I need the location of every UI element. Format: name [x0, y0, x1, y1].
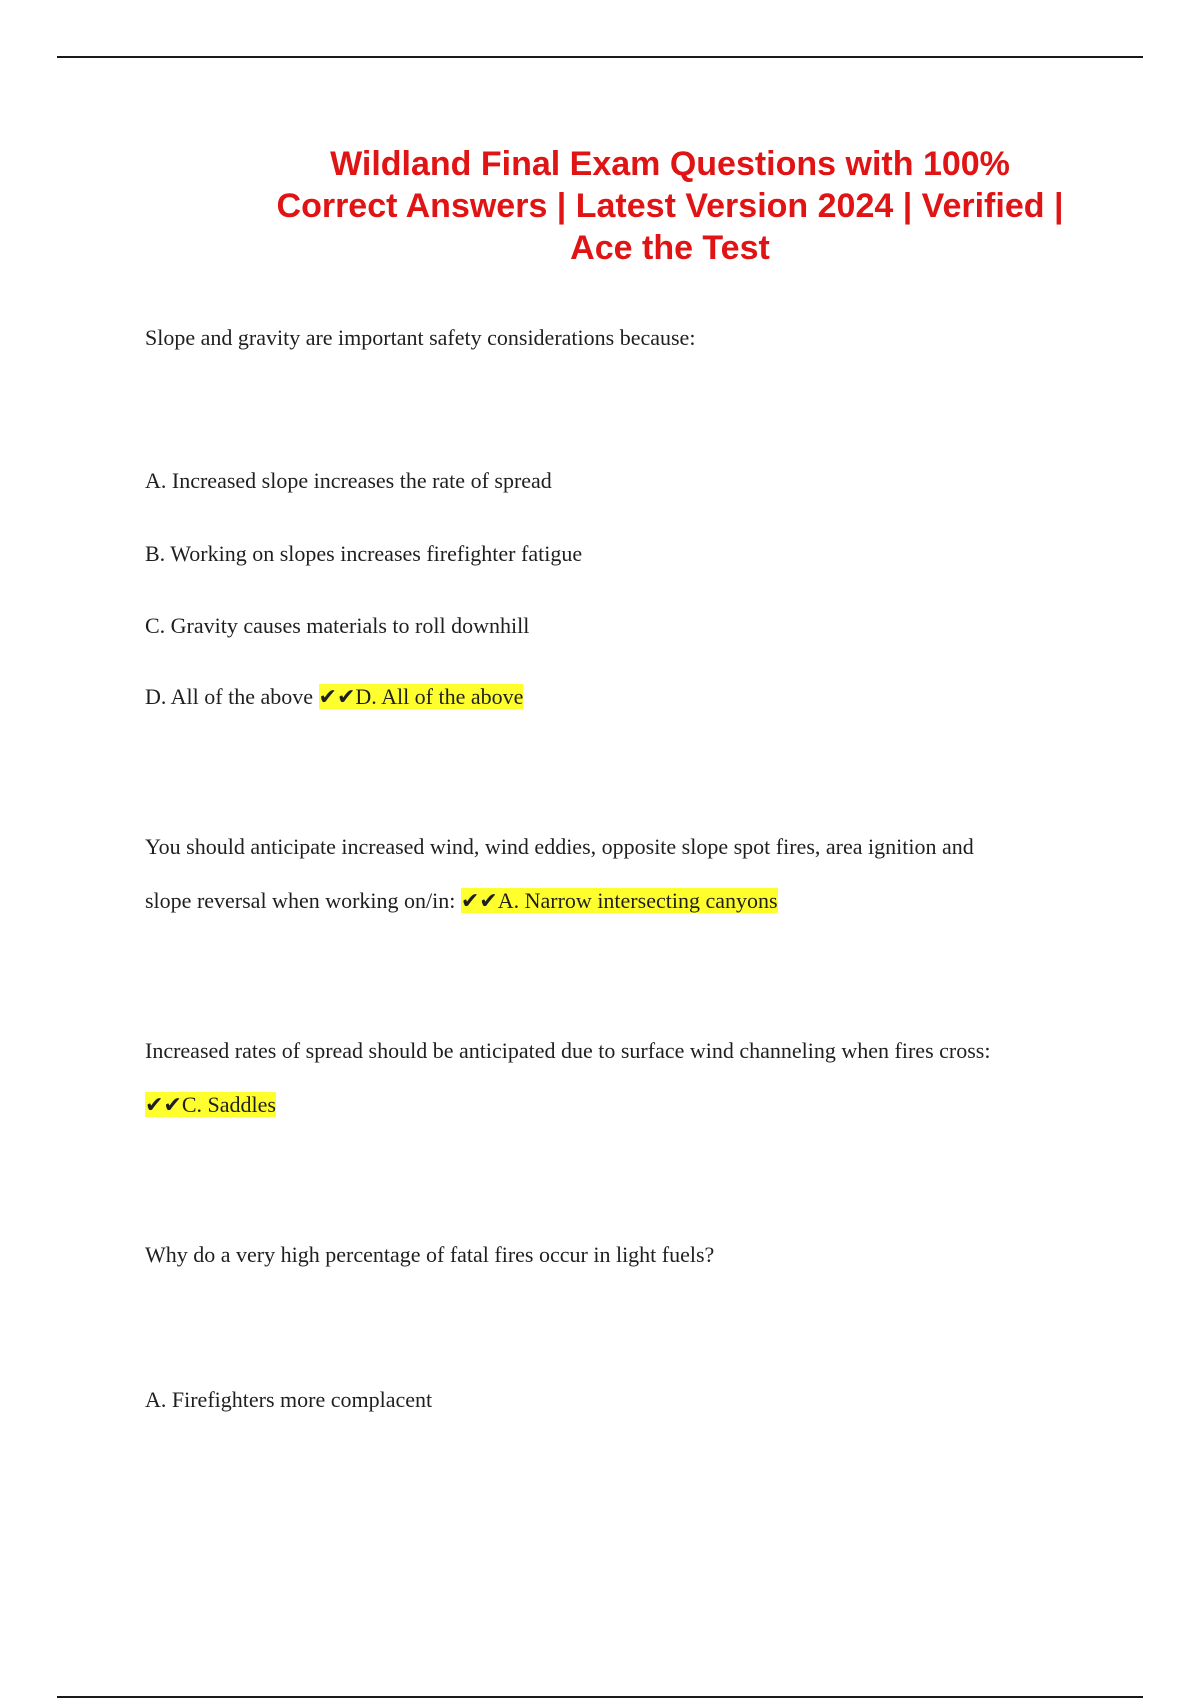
question-2-answer: ✔✔A. Narrow intersecting canyons: [460, 888, 778, 913]
question-2-prompt-line-2-text: slope reversal when working on/in:: [145, 888, 456, 913]
question-1-option-b: B. Working on slopes increases firefighter fatigue: [145, 541, 583, 566]
question-1-option-d: [145, 683, 523, 711]
question-2-prompt-line-1: You should anticipate increased wind, wind eddies, opposite slope spot fires, area ignition and: [145, 834, 974, 859]
question-3-answer-line: [145, 1091, 276, 1119]
question-1-option-a: A. Increased slope increases the rate of spread: [145, 468, 552, 493]
document-title: Wildland Final Exam Questions with 100% Correct Answers | Latest Version 2024 | Verified | Ace the Test: [276, 145, 1064, 267]
question-3-answer: ✔✔C. Saddles: [145, 1092, 276, 1117]
question-4-option-a: A. Firefighters more complacent: [145, 1387, 433, 1412]
question-4-prompt: Why do a very high percentage of fatal fires occur in light fuels?: [145, 1242, 715, 1267]
question-1-prompt: Slope and gravity are important safety considerations because:: [145, 325, 696, 350]
question-1-option-c: C. Gravity causes materials to roll downhill: [145, 613, 530, 638]
question-2-prompt-line-2: [145, 887, 778, 915]
question-1-answer: ✔✔D. All of the above: [318, 684, 524, 709]
top-rule: [57, 56, 1143, 58]
bottom-rule: [57, 1696, 1143, 1698]
question-3-prompt: Increased rates of spread should be anticipated due to surface wind channeling when fires cross:: [145, 1038, 991, 1063]
question-1-option-d-text: D. All of the above: [145, 684, 314, 709]
